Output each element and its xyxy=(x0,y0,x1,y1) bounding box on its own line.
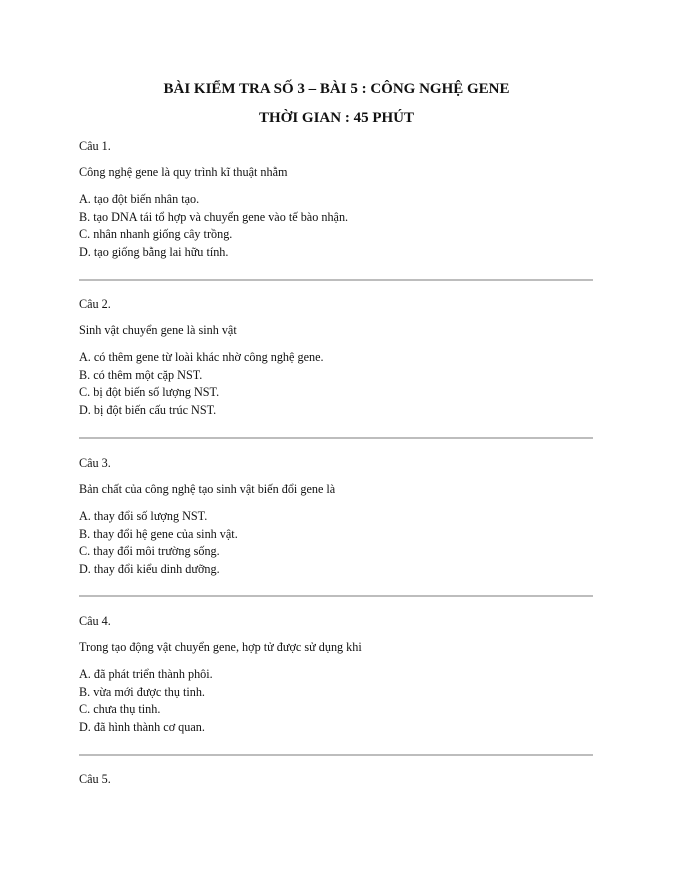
answer-option-d: D. đã hình thành cơ quan. xyxy=(79,720,205,735)
time-limit: THỜI GIAN : 45 PHÚT xyxy=(258,110,414,126)
divider xyxy=(79,279,593,281)
divider xyxy=(79,754,593,756)
answer-option-a: A. tạo đột biến nhân tạo. xyxy=(79,192,200,206)
page-title: BÀI KIỂM TRA SỐ 3 – BÀI 5 : CÔNG NGHỆ GENE xyxy=(163,81,510,97)
divider xyxy=(79,595,593,597)
answer-option-c: C. nhân nhanh giống cây trồng. xyxy=(79,227,233,242)
answer-options xyxy=(79,349,324,420)
answer-option-a: A. thay đổi số lượng NST. xyxy=(79,509,208,523)
answer-option-c: C. bị đột biến số lượng NST. xyxy=(79,385,220,400)
answer-options xyxy=(79,508,238,579)
answer-option-d: D. bị đột biến cấu trúc NST. xyxy=(79,403,217,418)
answer-option-c: C. chưa thụ tinh. xyxy=(79,702,161,717)
question-stem: Bản chất của công nghệ tạo sinh vật biến đổi gene là xyxy=(79,482,336,496)
answer-option-a: A. có thêm gene từ loài khác nhờ công nghệ gene. xyxy=(79,350,324,364)
question-label: Câu 2. xyxy=(79,297,111,311)
answer-options xyxy=(79,666,213,737)
answer-option-b: B. có thêm một cặp NST. xyxy=(79,367,203,382)
answer-option-a: A. đã phát triển thành phôi. xyxy=(79,667,213,681)
answer-option-c: C. thay đổi môi trường sống. xyxy=(79,544,220,559)
question-stem: Công nghệ gene là quy trình kĩ thuật nhằm xyxy=(79,165,288,179)
question-label: Câu 5. xyxy=(79,772,111,786)
question-stem: Sinh vật chuyển gene là sinh vật xyxy=(79,323,237,337)
answer-option-b: B. tạo DNA tái tổ hợp và chuyển gene vào tế bào nhận. xyxy=(79,209,349,224)
answer-options xyxy=(79,191,348,262)
answer-option-d: D. thay đổi kiểu dinh dưỡng. xyxy=(79,562,220,577)
answer-option-b: B. thay đổi hệ gene của sinh vật. xyxy=(79,526,238,541)
answer-option-b: B. vừa mới được thụ tinh. xyxy=(79,684,205,699)
question-label: Câu 1. xyxy=(79,139,111,153)
divider xyxy=(79,437,593,439)
answer-option-d: D. tạo giống bằng lai hữu tính. xyxy=(79,245,229,260)
question-stem: Trong tạo động vật chuyển gene, hợp tử được sử dụng khi xyxy=(79,640,362,654)
question-label: Câu 4. xyxy=(79,614,111,628)
question-label: Câu 3. xyxy=(79,456,111,470)
